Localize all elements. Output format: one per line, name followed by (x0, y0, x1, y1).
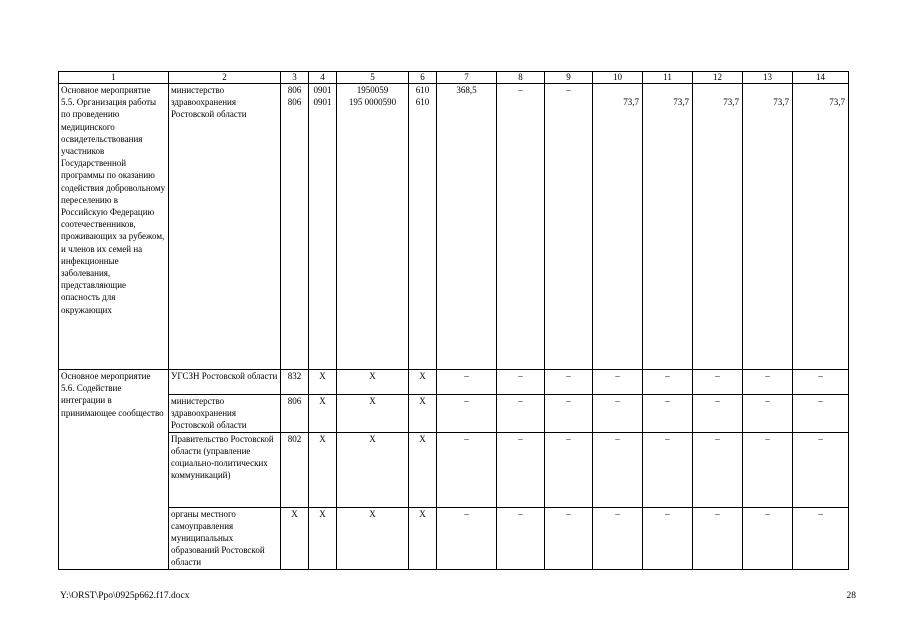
value-cell: – (545, 395, 593, 433)
value-cell: – (497, 84, 545, 370)
csr-cell: X (337, 395, 409, 433)
header-cell: 11 (643, 72, 693, 84)
value-cell: – (497, 432, 545, 507)
header-cell: 5 (337, 72, 409, 84)
value-cell: – (593, 395, 643, 433)
header-cell: 1 (59, 72, 169, 84)
executor-cell: министерство здравоохранения Ростовской области (169, 84, 281, 370)
value-cell: 73,7 (743, 84, 793, 370)
footer-file-path: Y:\ORST\Ppo\0925p662.f17.docx (60, 591, 190, 601)
activity-name-cell: Основное мероприятие 5.6. Содействие интеграции в принимающее сообщество (59, 370, 169, 570)
table-row (59, 395, 849, 433)
header-cell: 10 (593, 72, 643, 84)
value-cell: – (743, 432, 793, 507)
value-cell: 73,7 (693, 84, 743, 370)
value-cell: – (743, 370, 793, 395)
table-row (59, 507, 849, 569)
rzpr-cell: 0901 0901 (309, 84, 337, 370)
value-cell: – (693, 432, 743, 507)
vr-cell: X (409, 395, 437, 433)
grbs-cell: 806 806 (281, 84, 309, 370)
grbs-cell: X (281, 507, 309, 569)
vr-cell: X (409, 507, 437, 569)
table-row (59, 432, 849, 507)
value-cell: – (497, 395, 545, 433)
value-cell: – (545, 432, 593, 507)
value-cell: – (693, 395, 743, 433)
table-row (59, 370, 849, 395)
value-cell: 368,5 (437, 84, 497, 370)
value-cell: – (437, 507, 497, 569)
header-cell: 14 (793, 72, 849, 84)
value-cell: – (437, 370, 497, 395)
header-cell: 9 (545, 72, 593, 84)
value-cell: – (643, 370, 693, 395)
value-cell: – (793, 507, 849, 569)
table-row (59, 84, 849, 370)
header-cell: 8 (497, 72, 545, 84)
value-cell: – (743, 507, 793, 569)
value-cell: – (643, 507, 693, 569)
header-cell: 3 (281, 72, 309, 84)
executor-cell: органы местного самоуправления муниципальных образований Ростовской области (169, 507, 281, 569)
grbs-cell: 802 (281, 432, 309, 507)
budget-table (58, 71, 849, 570)
value-cell: – (693, 507, 743, 569)
header-cell: 2 (169, 72, 281, 84)
vr-cell: X (409, 432, 437, 507)
vr-cell: 610 610 (409, 84, 437, 370)
executor-cell: Правительство Ростовской области (управление социально-политических коммуникаций) (169, 432, 281, 507)
vr-cell: X (409, 370, 437, 395)
activity-name-cell: Основное мероприятие 5.5. Организация работы по проведению медицинского освидетельствования участников Государственной программы по оказанию содействия добровольному переселению в Российскую Федерацию соотечественников, проживающих за рубежом, и членов их семей на инфекционные заболевания, представляющие опасность для окружающих (59, 84, 169, 370)
executor-cell: УГСЗН Ростовской области (169, 370, 281, 395)
header-cell: 4 (309, 72, 337, 84)
rzpr-cell: X (309, 507, 337, 569)
value-cell: – (593, 432, 643, 507)
value-cell: – (793, 432, 849, 507)
header-row (59, 72, 849, 84)
value-cell: – (593, 370, 643, 395)
value-cell: – (693, 370, 743, 395)
rzpr-cell: X (309, 395, 337, 433)
value-cell: – (545, 507, 593, 569)
value-cell: – (793, 370, 849, 395)
csr-cell: 1950059 195 0000590 (337, 84, 409, 370)
executor-cell: министерство здравоохранения Ростовской области (169, 395, 281, 433)
value-cell: – (743, 395, 793, 433)
header-cell: 12 (693, 72, 743, 84)
value-cell: – (793, 395, 849, 433)
value-cell: 73,7 (643, 84, 693, 370)
value-cell: 73,7 (793, 84, 849, 370)
value-cell: 73,7 (593, 84, 643, 370)
grbs-cell: 832 (281, 370, 309, 395)
value-cell: – (437, 395, 497, 433)
header-cell: 7 (437, 72, 497, 84)
rzpr-cell: X (309, 370, 337, 395)
csr-cell: X (337, 370, 409, 395)
csr-cell: X (337, 432, 409, 507)
rzpr-cell: X (309, 432, 337, 507)
value-cell: – (593, 507, 643, 569)
value-cell: – (643, 432, 693, 507)
page-number: 28 (846, 591, 856, 601)
value-cell: – (545, 370, 593, 395)
grbs-cell: 806 (281, 395, 309, 433)
value-cell: – (497, 507, 545, 569)
value-cell: – (643, 395, 693, 433)
header-cell: 13 (743, 72, 793, 84)
value-cell: – (437, 432, 497, 507)
header-cell: 6 (409, 72, 437, 84)
value-cell: – (545, 84, 593, 370)
value-cell: – (497, 370, 545, 395)
csr-cell: X (337, 507, 409, 569)
